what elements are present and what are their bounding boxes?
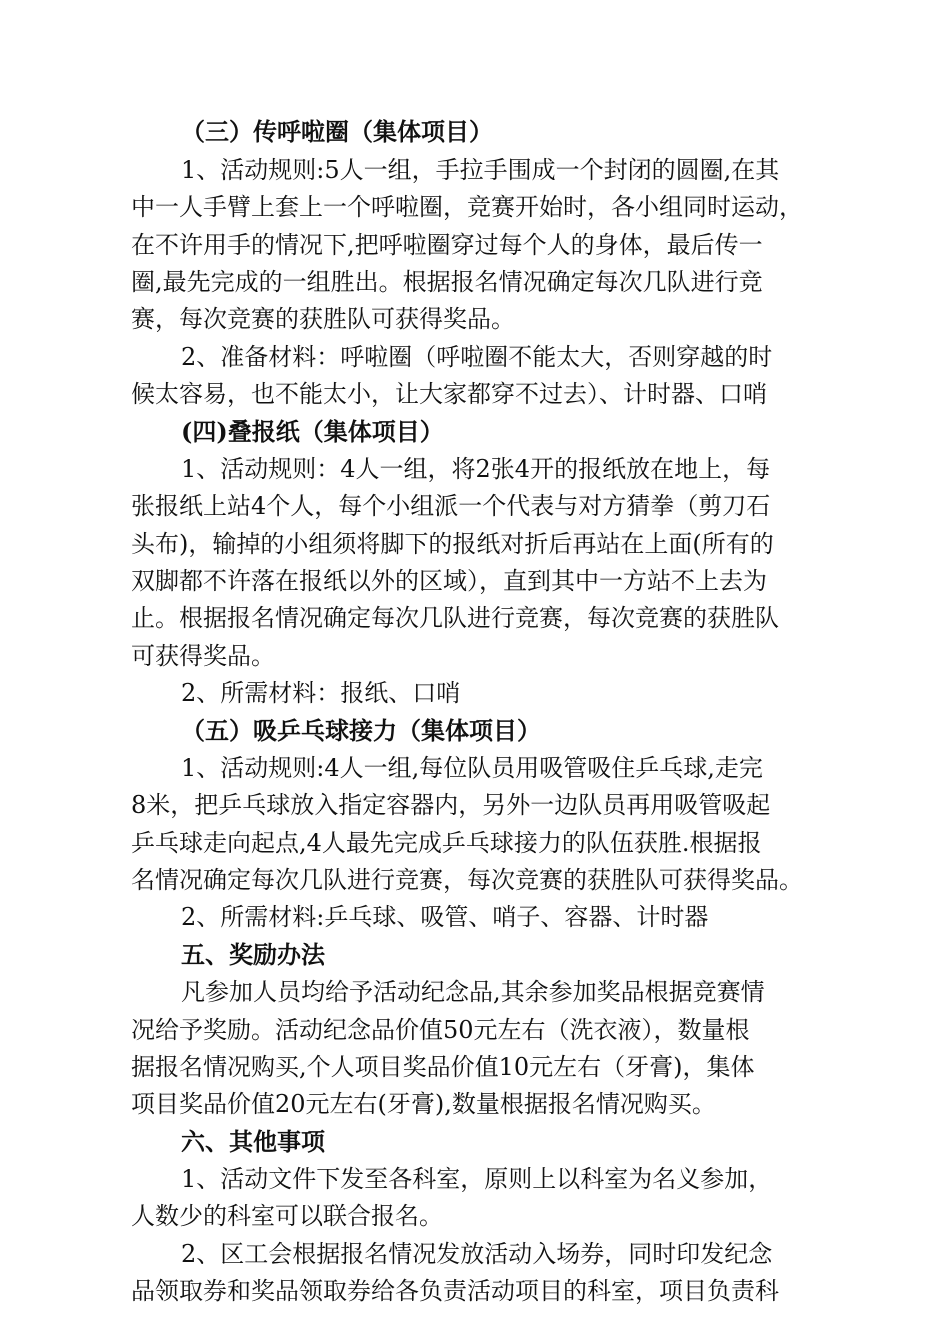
paragraph-line: 圈,最先完成的一组胜出。根据报名情况确定每次几队进行竞 xyxy=(131,268,763,296)
paragraph-line: 乒乓球走向起点,4人最先完成乒乓球接力的队伍获胜.根据报 xyxy=(131,829,762,857)
paragraph-line: 1、活动文件下发至各科室，原则上以科室为名义参加， xyxy=(181,1165,773,1193)
section-heading-ping-pong-relay: （五）吸乒乓球接力（集体项目） xyxy=(181,716,541,745)
paragraph-line: 人数少的科室可以联合报名。 xyxy=(131,1202,443,1230)
paragraph-line: 况给予奖励。活动纪念品价值50元左右（洗衣液），数量根 xyxy=(131,1016,750,1044)
paragraph-line: 品领取券和奖品领取券给各负责活动项目的科室，项目负责科 xyxy=(131,1277,779,1305)
paragraph-line: 1、活动规则：4人一组，将2张4开的报纸放在地上，每 xyxy=(181,455,771,483)
paragraph-line: 项目奖品价值20元左右(牙膏),数量根据报名情况购买。 xyxy=(131,1090,716,1118)
paragraph-line: 中一人手臂上套上一个呼啦圈，竞赛开始时，各小组同时运动， xyxy=(131,193,803,221)
paragraph-line: 张报纸上站4个人，每个小组派一个代表与对方猜拳（剪刀石 xyxy=(131,492,771,520)
paragraph-line: 2、区工会根据报名情况发放活动入场券，同时印发纪念 xyxy=(181,1240,773,1268)
section-heading-hula-hoop: （三）传呼啦圈（集体项目） xyxy=(181,117,493,146)
paragraph-line: 凡参加人员均给予活动纪念品,其余参加奖品根据竞赛情 xyxy=(181,978,765,1006)
paragraph-line: 2、准备材料：呼啦圈（呼啦圈不能太大，否则穿越的时 xyxy=(181,343,773,371)
paragraph-line: 2、所需材料:乒乓球、吸管、哨子、容器、计时器 xyxy=(181,903,709,931)
section-heading-rewards: 五、奖励办法 xyxy=(181,940,325,969)
paragraph-line: 1、活动规则:4人一组,每位队员用吸管吸住乒乓球,走完 xyxy=(181,754,763,782)
paragraph-line: 头布)，输掉的小组须将脚下的报纸对折后再站在上面(所有的 xyxy=(131,530,774,558)
section-heading-newspaper: (四)叠报纸（集体项目） xyxy=(181,417,444,446)
paragraph-line: 止。根据报名情况确定每次几队进行竞赛，每次竞赛的获胜队 xyxy=(131,604,779,632)
paragraph-line: 8米，把乒乓球放入指定容器内，另外一边队员再用吸管吸起 xyxy=(131,791,771,819)
paragraph-line: 候太容易，也不能太小，让大家都穿不过去）、计时器、口哨 xyxy=(131,380,767,408)
paragraph-line: 赛，每次竞赛的获胜队可获得奖品。 xyxy=(131,305,515,333)
section-heading-other-matters: 六、其他事项 xyxy=(181,1127,325,1156)
paragraph-line: 2、所需材料：报纸、口哨 xyxy=(181,679,461,707)
paragraph-line: 在不许用手的情况下,把呼啦圈穿过每个人的身体，最后传一 xyxy=(131,231,763,259)
paragraph-line: 1、活动规则:5人一组，手拉手围成一个封闭的圆圈,在其 xyxy=(181,156,780,184)
paragraph-line: 可获得奖品。 xyxy=(131,642,275,670)
paragraph-line: 名情况确定每次几队进行竞赛，每次竞赛的获胜队可获得奖品。 xyxy=(131,866,803,894)
paragraph-line: 双脚都不许落在报纸以外的区域），直到其中一方站不上去为 xyxy=(131,567,767,595)
paragraph-line: 据报名情况购买,个人项目奖品价值10元左右（牙膏)，集体 xyxy=(131,1053,755,1081)
